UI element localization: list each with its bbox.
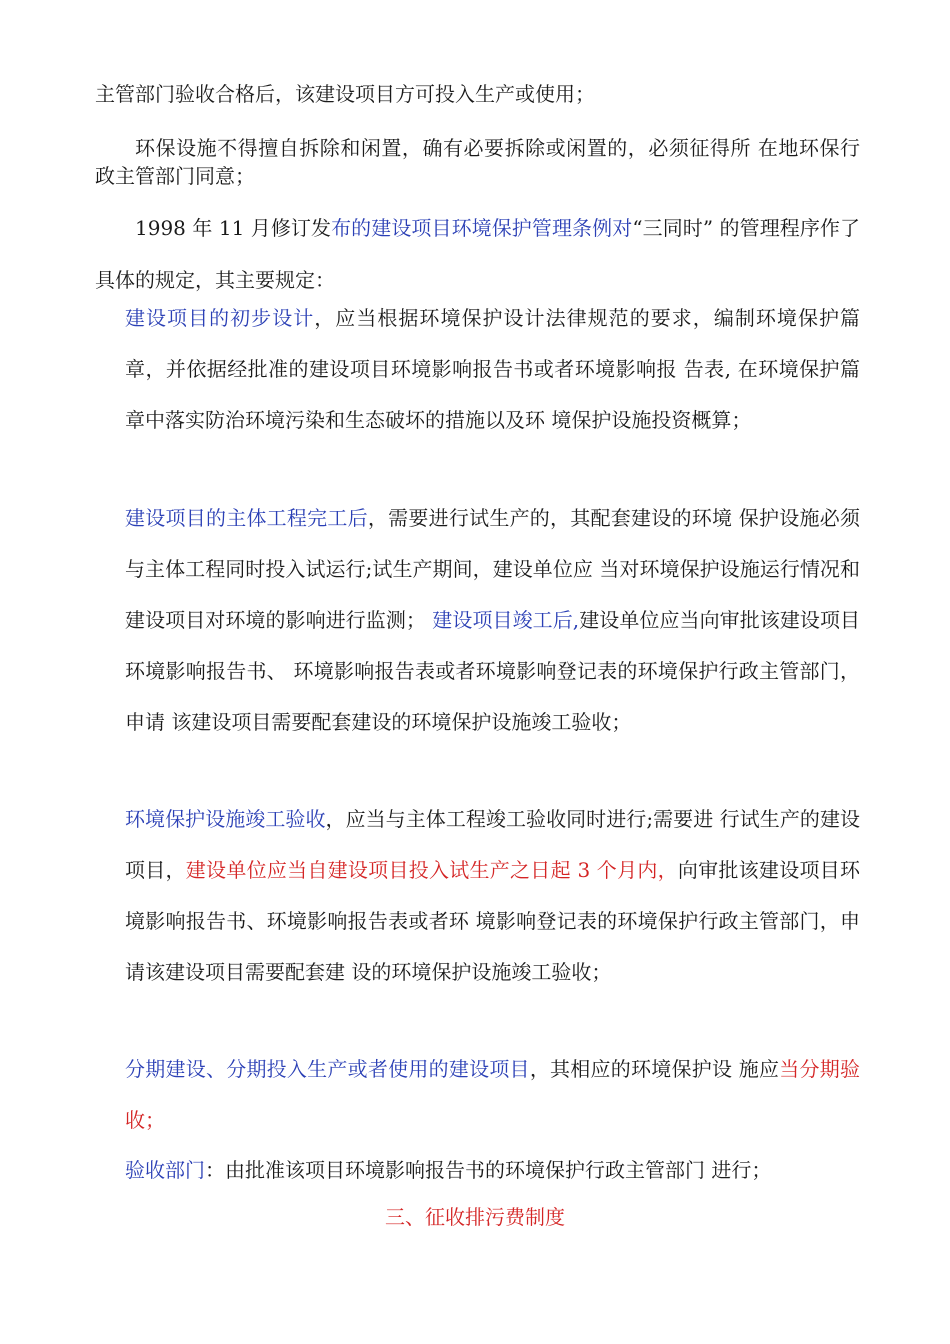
item-3-body: ，应当与主体工程竣工验收同时进行;需要进 行试生产的建设项目， [125, 807, 860, 882]
item-3-red: 建设单位应当自建设项目投入试生产之日起 3 个月内， [185, 858, 678, 882]
item-5-body: ：由批准该项目环境影响报告书的环境保护行政主管部门 进行； [205, 1158, 772, 1182]
item-2-head-2: 建设项目竣工后, [425, 608, 580, 632]
section-heading: 三、征收排污费制度 [385, 1205, 565, 1229]
item-4-head: 分期建设、分期投入生产或者使用的建设项目 [125, 1057, 530, 1081]
item-acceptance-department [125, 1145, 860, 1196]
paragraph-3 [95, 202, 860, 306]
paragraph-3-rest: “三同时” 的管理程序作了具体的规定，其主要规定： [95, 216, 861, 292]
paragraph-3-lead: 1998 年 11 月修订发 [135, 216, 332, 240]
item-2-head: 建设项目的主体工程完工后 [125, 506, 368, 530]
item-2-body: ，需要进行试生产的，其配套建设的环境 保护设施必须与主体工程同时投入试运行;试生产期间，建设单位应 当对环境保护设施运行情况和建设项目对环境的影响进行监测； [125, 506, 861, 632]
item-acceptance [125, 794, 860, 998]
item-4-body: ，其相应的环境保护设 施应 [529, 1057, 780, 1081]
paragraph-3-highlight: 布的建设项目环境保护管理条例对 [331, 216, 633, 240]
item-2-body-2: 建设单位应当向审批该建设项目环境影响报告书、 环境影响报告表或者环境影响登记表的环境保护行政主管部门，申请 该建设项目需要配套建设的环境保护设施竣工验收； [125, 608, 861, 734]
item-3-head: 环境保护设施竣工验收 [125, 807, 326, 831]
paragraph-1-text: 主管部门验收合格后，该建设项目方可投入生产或使用； [95, 82, 595, 106]
paragraph-2-text: 环保设施不得擅自拆除和闲置，确有必要拆除或闲置的，必须征得所 在地环保行政主管部门同意； [95, 136, 860, 188]
item-3-body-2: 向审批该建设项目环境影响报告书、环境影响报告表或者环 境影响登记表的环境保护行政主管部门，申请该建设项目需要配套建 设的环境保护设施竣工验收； [125, 858, 860, 984]
item-1-head: 建设项目的初步设计 [125, 306, 315, 330]
paragraph-1 [95, 80, 860, 108]
item-preliminary-design [125, 293, 860, 446]
item-4-red: 当分期验收； [125, 1057, 861, 1132]
item-5-head: 验收部门 [125, 1158, 205, 1182]
item-main-works-completed [125, 493, 860, 748]
paragraph-2 [95, 134, 860, 190]
item-phased-construction [125, 1044, 860, 1146]
item-1-body: ，应当根据环境保护设计法律规范的要求，编制环境保护篇章，并依据经批准的建设项目环境影响报告书或者环境影响报 告表, 在环境保护篇章中落实防治环境污染和生态破坏的措施以及环 境保护设施投资概算； [125, 306, 861, 432]
